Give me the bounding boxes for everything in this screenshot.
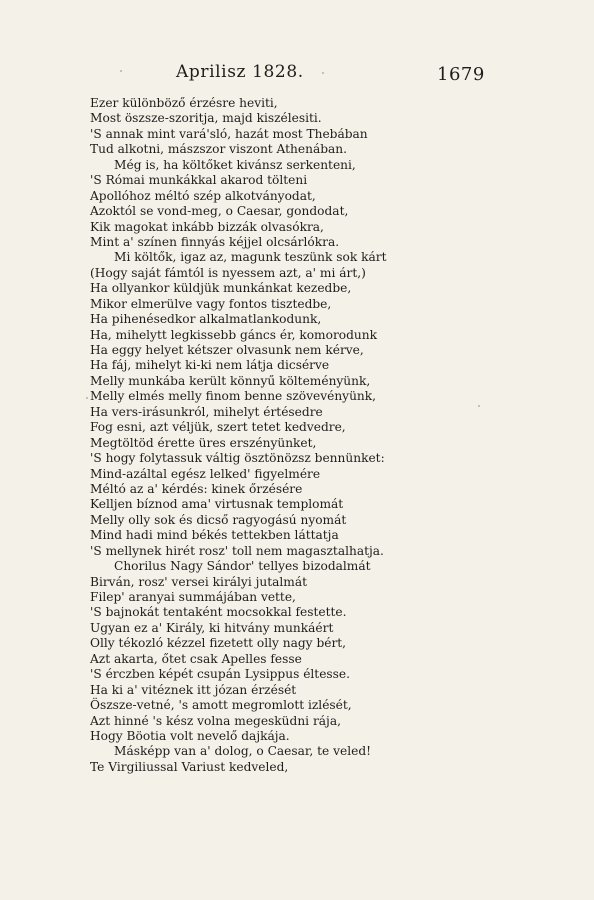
verse-line: 'S mellynek hirét rosz' toll nem magasztalhatja.: [90, 543, 384, 558]
verse-line: Ha eggy helyet kétszer olvasunk nem kérve,: [90, 343, 364, 357]
verse-line: Ha ki a' vitéznek itt józan érzését: [90, 682, 297, 697]
verse-line: Kik magokat inkább bizzák olvasókra,: [90, 219, 324, 234]
verse-line: 'S hogy folytassuk váltig ösztönözsz bennünket:: [90, 451, 385, 466]
verse-line: Hogy Böotia volt nevelő dajkája.: [90, 728, 290, 743]
verse-line: 'S bajnokát tentaként mocsokkal festette.: [90, 605, 347, 620]
verse-line: Chorilus Nagy Sándor' tellyes bizodalmát: [114, 559, 371, 574]
verse-line: Öszsze-vetné, 's amott megromlott izlését,: [90, 698, 352, 713]
verse-line: Azt hinné 's kész volna megesküdni rája,: [90, 713, 341, 728]
verse-line: Azt akarta, őtet csak Apelles fesse: [90, 651, 302, 666]
verse-line: Megtöltöd érette üres erszényünket,: [90, 435, 317, 450]
verse-line: Tud alkotni, mászszor viszont Athenában.: [90, 142, 348, 157]
paper-speck: [478, 405, 480, 407]
paper-speck: [120, 70, 122, 72]
verse-line: (Hogy saját fámtól is nyessem azt, a' mi árt,): [90, 265, 366, 280]
verse-line: Ha vers-irásunkról, mihelyt értésedre: [90, 404, 323, 419]
verse-line: Apollóhoz méltó szép alkotványodat,: [90, 188, 316, 203]
verse-line: 'S Római munkákkal akarod tölteni: [90, 173, 308, 188]
poem-text: [90, 96, 560, 775]
verse-line: Melly munkába került könnyű költeményünk,: [90, 373, 371, 388]
verse-line: Mint a' színen finnyás kéjjel olcsárlókra.: [90, 234, 340, 249]
running-head: [0, 62, 594, 86]
verse-line: Filep' aranyai summájában vette,: [90, 590, 296, 604]
verse-line: Ha, mihelytt legkissebb gáncs ér, komorodunk: [90, 327, 377, 342]
verse-line: Ezer különböző érzésre heviti,: [90, 96, 278, 110]
verse-line: Ha ollyankor küldjük munkánkat kezedbe,: [90, 281, 352, 296]
verse-line: 'S érczben képét csupán Lysippus éltesse.: [90, 667, 351, 682]
verse-line: Ha fáj, mihelyt ki-ki nem látja dicsérve: [90, 358, 330, 373]
verse-line: Azoktól se vond-meg, o Caesar, gondodat,: [90, 204, 349, 219]
paper-speck: [322, 72, 324, 74]
verse-line: Még is, ha költőket kivánsz serkenteni,: [114, 157, 356, 172]
verse-line: Te Virgiliussal Variust kedveled,: [90, 759, 289, 774]
verse-line: Méltó az a' kérdés: kinek őrzésére: [90, 481, 303, 496]
verse-line: Melly olly sok és dicső ragyogású nyomát: [90, 512, 347, 527]
verse-line: Ugyan ez a' Király, ki hitvány munkáért: [90, 620, 334, 635]
verse-line: Mind-azáltal egész lelked' figyelmére: [90, 466, 321, 481]
verse-line: Olly tékozló kézzel fizetett olly nagy bért,: [90, 636, 347, 651]
running-title: Aprilisz 1828.: [176, 62, 304, 82]
verse-line: Ha pihenésedkor alkalmatlankodunk,: [90, 312, 322, 327]
verse-line: Mind hadi mind békés tettekben láttatja: [90, 528, 339, 543]
verse-line: Most öszsze-szoritja, majd kiszélesiti.: [90, 111, 322, 126]
page-number: 1679: [437, 64, 485, 85]
paper-speck: [86, 397, 88, 399]
verse-line: Fog esni, azt véljük, szert tetet kedvedre,: [90, 420, 346, 435]
verse-line: 'S annak mint vará'sló, hazát most Thebában: [90, 126, 368, 141]
verse-line: Birván, rosz' versei királyi jutalmát: [90, 574, 307, 589]
verse-line: Melly elmés melly finom benne szövevényünk,: [90, 389, 377, 404]
verse-line: Mi költők, igaz az, magunk teszünk sok kárt: [114, 250, 387, 265]
verse-line: Mikor elmerülve vagy fontos tisztedbe,: [90, 296, 332, 311]
verse-line: Másképp van a' dolog, o Caesar, te veled!: [114, 744, 372, 759]
verse-line: Kelljen bíznod ama' virtusnak templomát: [90, 497, 344, 512]
